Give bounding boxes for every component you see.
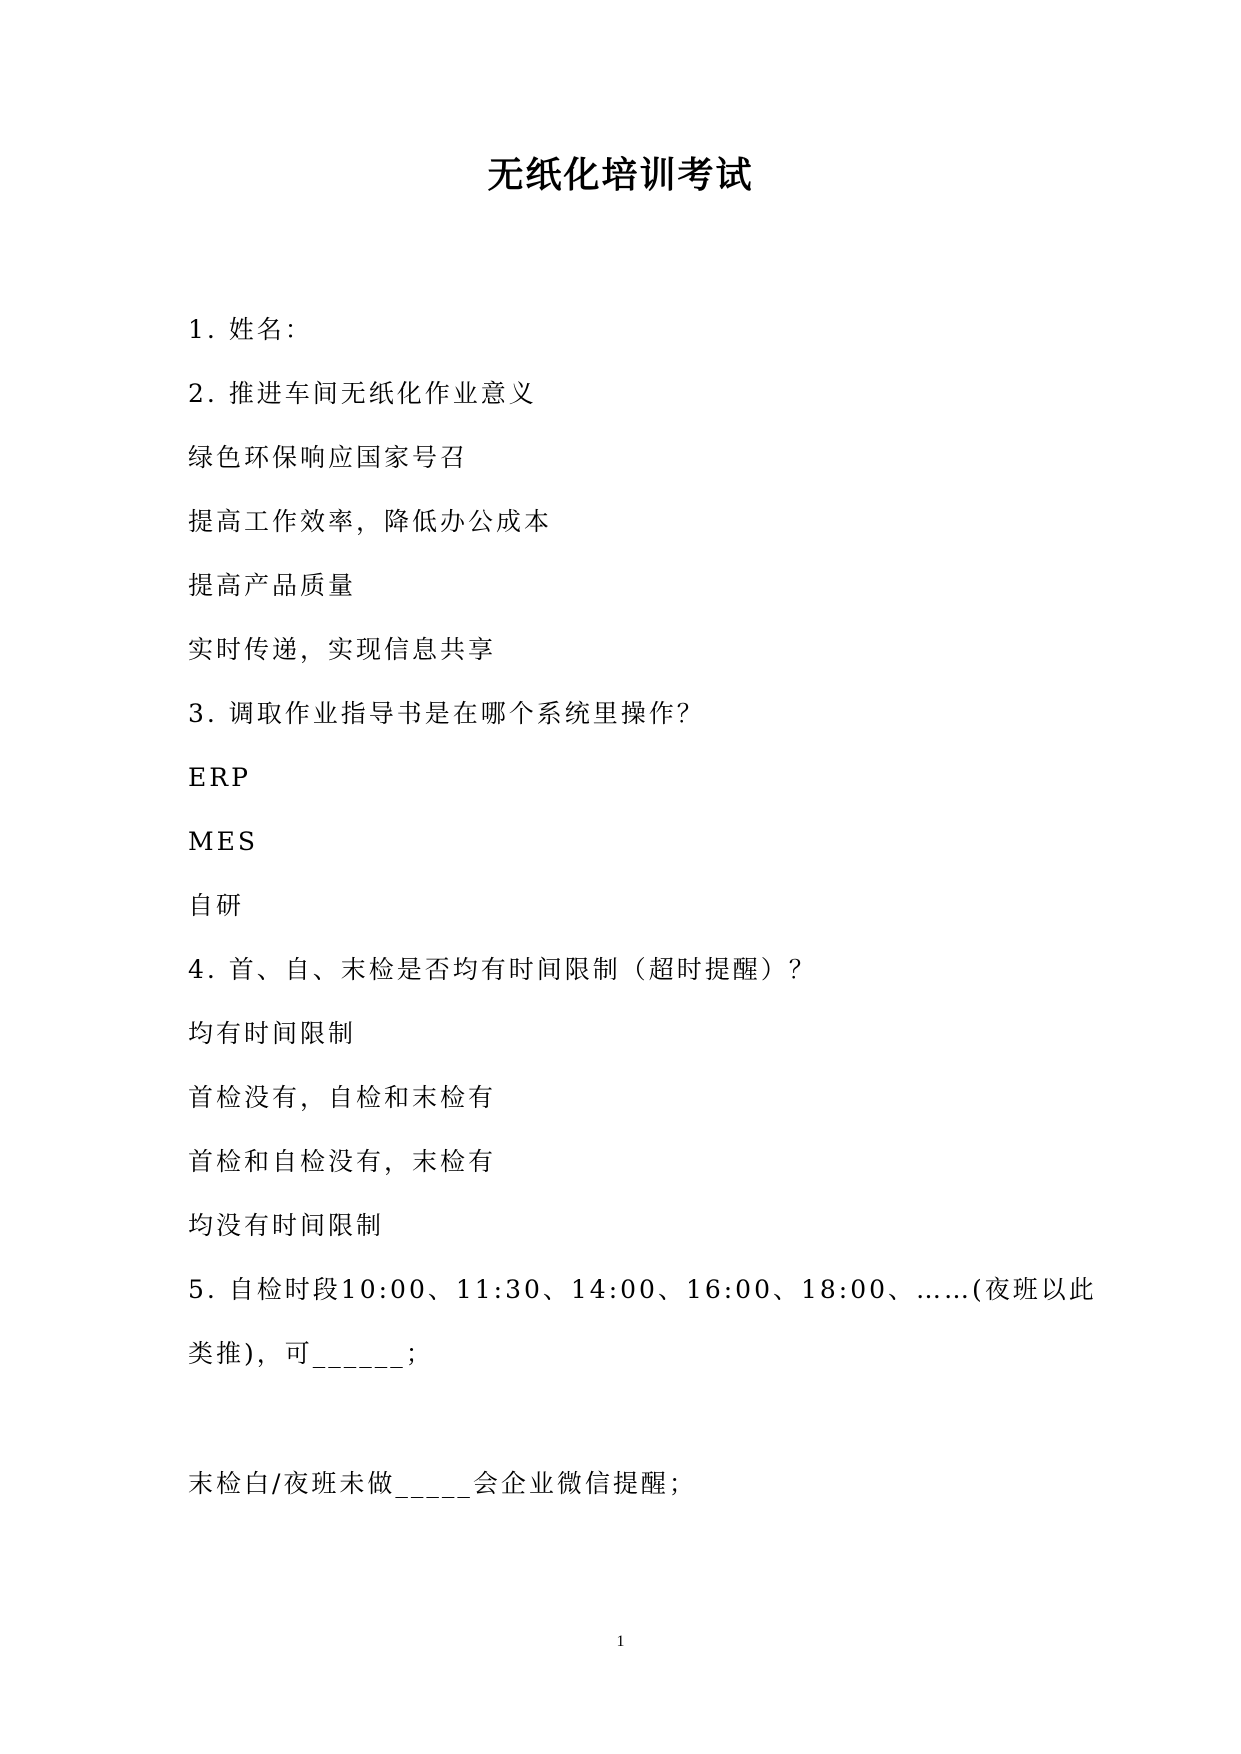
question-3: 3. 调取作业指导书是在哪个系统里操作？ bbox=[188, 699, 705, 728]
question-3-option-3: 自研 bbox=[188, 891, 245, 920]
question-2-option-3: 提高产品质量 bbox=[188, 571, 357, 600]
question-2-option-2: 提高工作效率，降低办公成本 bbox=[188, 507, 553, 536]
question-3-option-1: ERP bbox=[188, 763, 251, 792]
question-4-option-2: 首检没有，自检和末检有 bbox=[188, 1083, 497, 1112]
question-5-reminder: 末检白/夜班未做_____会企业微信提醒； bbox=[188, 1469, 697, 1498]
question-4-option-3: 首检和自检没有，末检有 bbox=[188, 1147, 497, 1176]
question-2: 2. 推进车间无纸化作业意义 bbox=[188, 379, 537, 408]
question-2-option-1: 绿色环保响应国家号召 bbox=[188, 443, 469, 472]
page-number: 1 bbox=[616, 1633, 625, 1650]
question-2-option-4: 实时传递，实现信息共享 bbox=[188, 635, 497, 664]
question-4-option-4: 均没有时间限制 bbox=[188, 1211, 385, 1240]
question-5-continued: 类推)，可______； bbox=[188, 1339, 434, 1368]
document-title: 无纸化培训考试 bbox=[487, 155, 754, 196]
question-4: 4. 首、自、末检是否均有时间限制（超时提醒）？ bbox=[188, 955, 817, 984]
question-3-option-2: MES bbox=[188, 827, 258, 856]
question-1-name: 1. 姓名： bbox=[188, 315, 313, 344]
question-5: 5. 自检时段10:00、11:30、14:00、16:00、18:00、……(夜班以此 bbox=[188, 1275, 1097, 1304]
question-4-option-1: 均有时间限制 bbox=[188, 1019, 357, 1048]
